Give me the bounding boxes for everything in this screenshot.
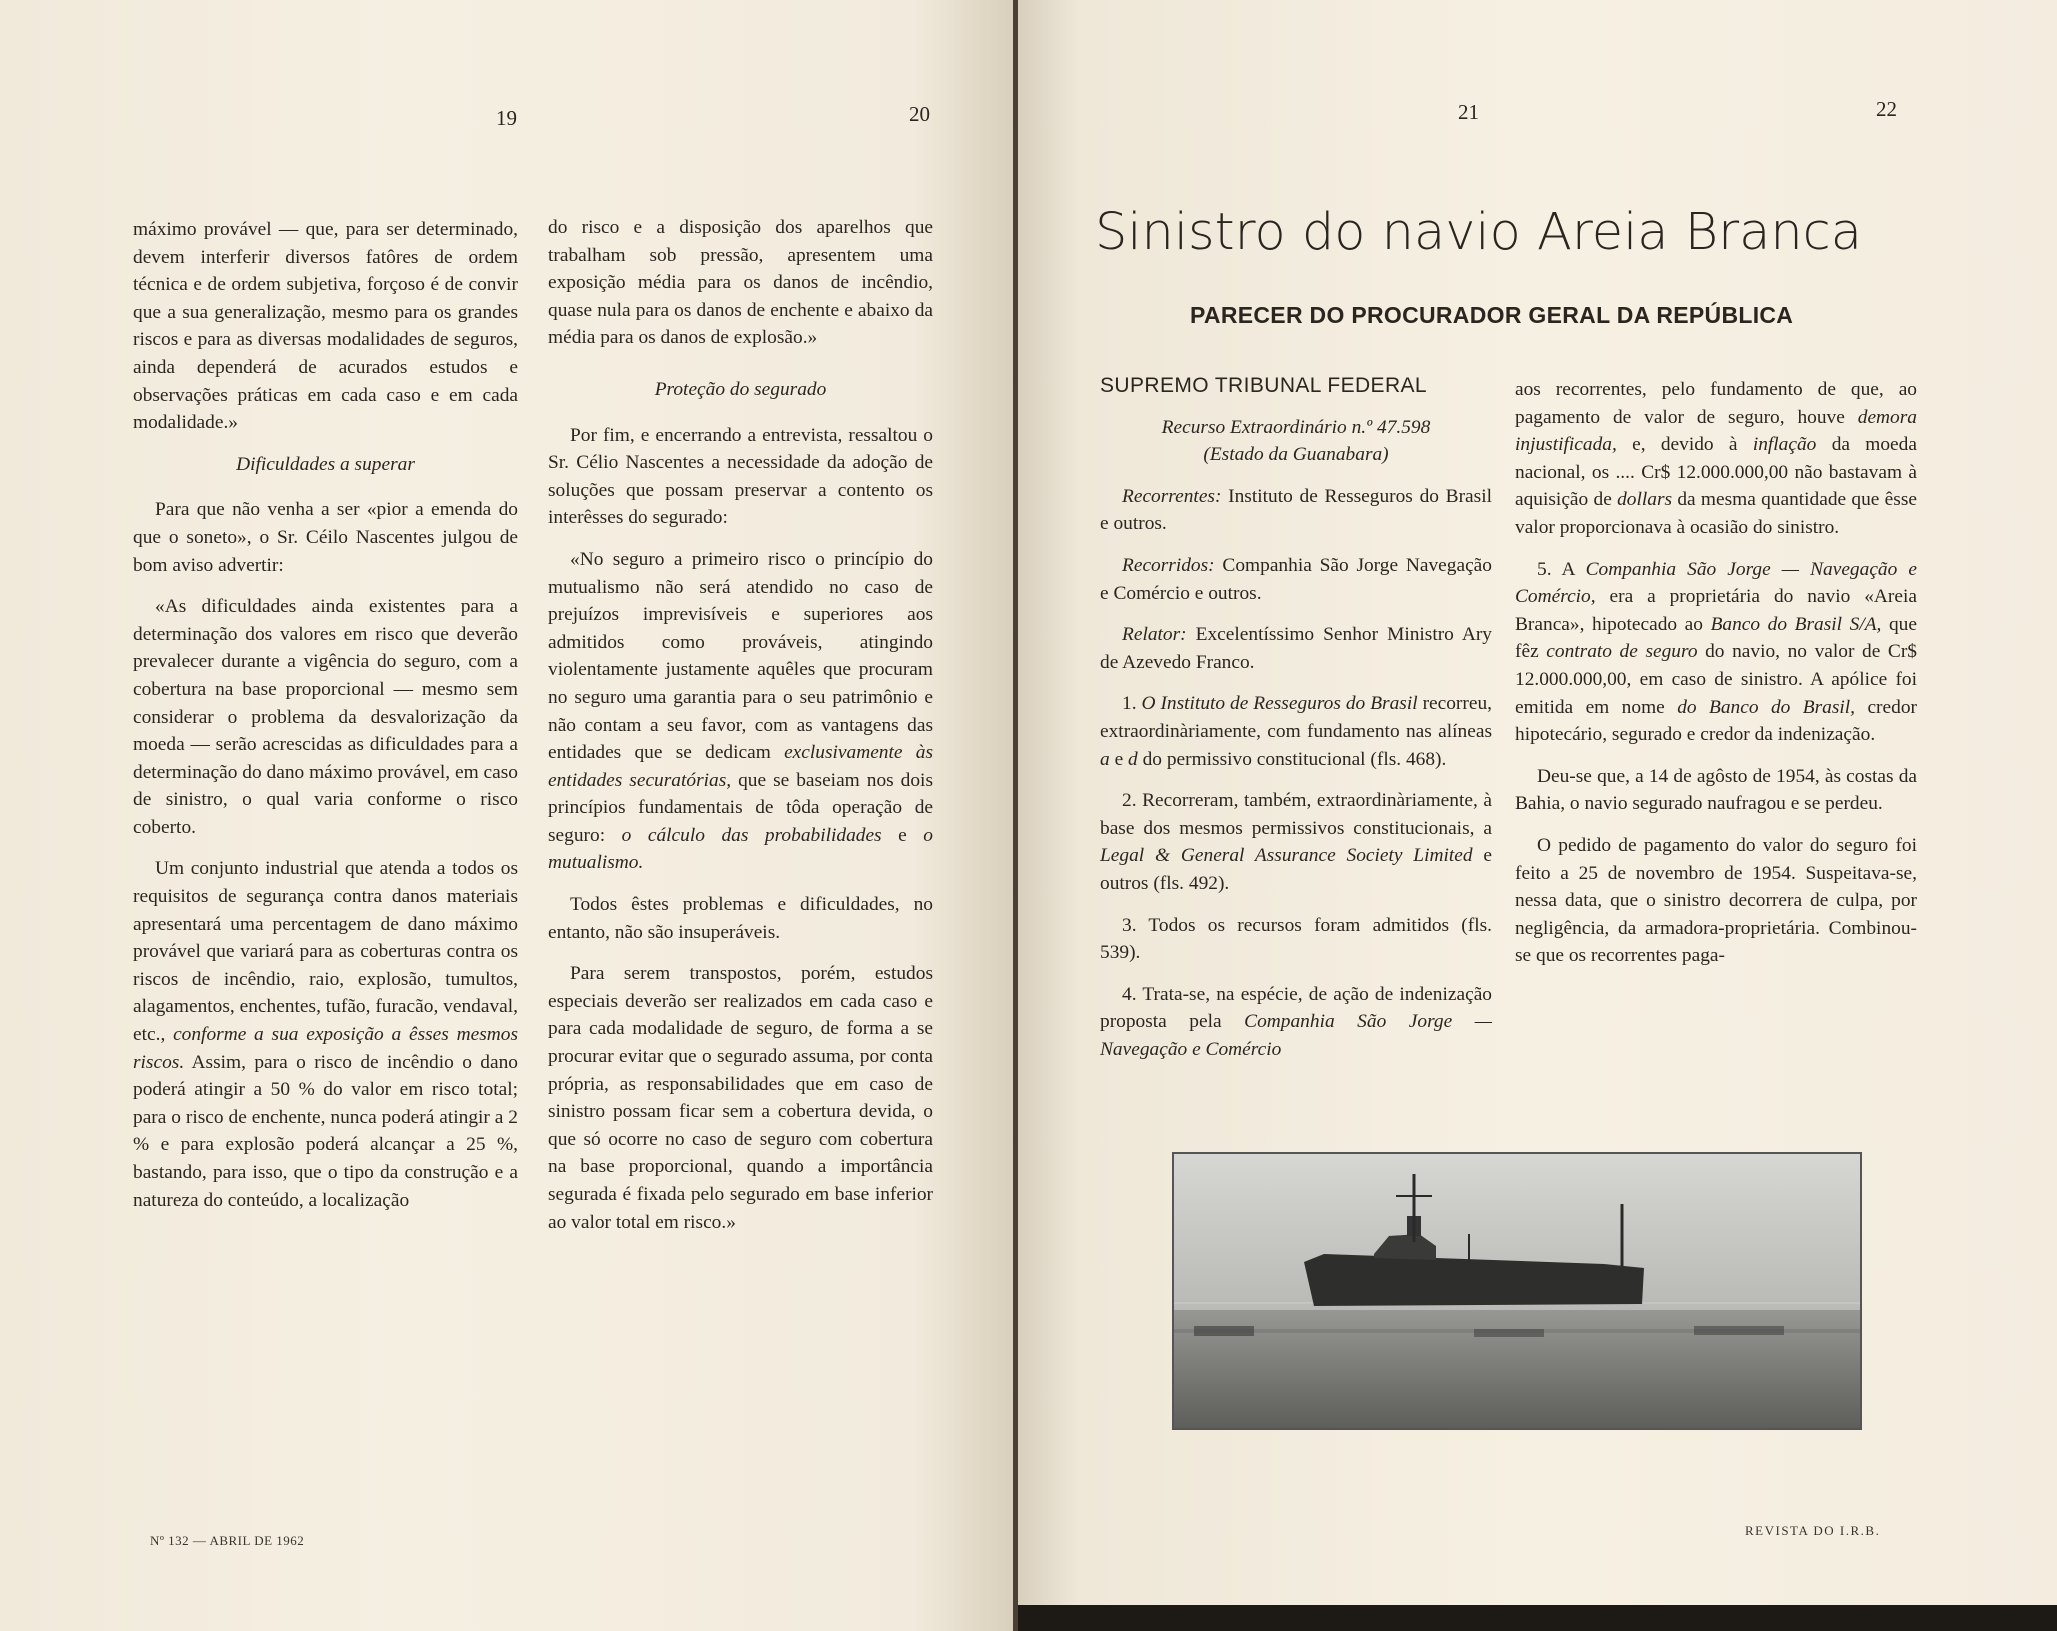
text-column — [1515, 376, 1917, 984]
paragraph: «As dificuldades ainda existentes para a determinação dos valores em risco que deverão prevalecer durante a vigência do seguro, com a cobertura na base proporcional — mesmo sem considerar o problema da desvalorização da moeda — serão acrescidas as dificuldades para a determinação do dano máximo provável, em caso de sinistro, o qual varia conforme o risco coberto. — [133, 596, 518, 838]
page-footer: REVISTA DO I.R.B. — [1745, 1523, 1881, 1538]
paragraph: máximo provável — que, para ser determinado, devem interferir diversos fatôres de ordem técnica e de ordem subjetiva, forçoso é de convir que a sua generalização, mesmo para os grandes riscos e para as diversas modalidades de seguros, ainda dependerá de acurados estudos e observações práticas em cada caso e em cada modalidade.» — [133, 219, 518, 434]
paragraph: 2. Recorreram, também, extraordinàriamente, à base dos mesmos permissivos constitucionais, a Legal & General Assurance Society Limited e outros (fls. 492). — [1100, 790, 1492, 894]
paragraph: Recorridos: Companhia São Jorge Navegação e Comércio e outros. — [1100, 554, 1492, 604]
paragraph: Deu-se que, a 14 de agôsto de 1954, às costas da Bahia, o navio segurado naufragou e se perdeu. — [1515, 765, 1917, 815]
text-column — [1100, 372, 1492, 1077]
page-number: 20 — [909, 102, 930, 126]
section-heading: Proteção do segurado — [654, 378, 827, 400]
text-column — [548, 214, 933, 1250]
case-number: Recurso Extraordinário n.º 47.598 — [1161, 416, 1431, 438]
paragraph: aos recorrentes, pelo fundamento de que, ao pagamento de valor de seguro, houve demora injustificada, e, devido à inflação da moeda nacional, os .... Cr$ 12.000.000,00 não bastavam à aquisição de dollars da mesma quantidade que êsse valor proporcionava à ocasião do sinistro. — [1515, 379, 1917, 538]
paragraph: Recorrentes: Instituto de Resseguros do Brasil e outros. — [1100, 485, 1492, 535]
page-edge — [1018, 1605, 2057, 1631]
article-title: Sinistro do navio Areia Branca — [1095, 203, 1862, 262]
court-name: SUPREMO TRIBUNAL FEDERAL — [1100, 374, 1427, 397]
left-page — [0, 0, 1013, 1631]
paragraph: Relator: Excelentíssimo Senhor Ministro Ary de Azevedo Franco. — [1100, 624, 1492, 673]
article-subtitle: PARECER DO PROCURADOR GERAL DA REPÚBLICA — [1190, 302, 1794, 328]
paragraph: Para serem transpostos, porém, estudos especiais deverão ser realizados em cada caso e para cada modalidade de seguro, de forma a se procurar evitar que o segurado assuma, por conta própria, as responsabilidades que em caso de sinistro possam ficar sem a cobertura devida, o que só ocorre no caso de seguro com cobertura na base proporcional, quando a importância segurada é fixada pelo segurado em base inferior ao valor total em risco.» — [548, 963, 933, 1233]
text-column — [133, 216, 518, 1228]
paragraph: Por fim, e encerrando a entrevista, ressaltou o Sr. Célio Nascentes a necessidade da adoção de soluções que possam preservar a contento os interêsses do segurado: — [548, 424, 933, 529]
paragraph: 4. Trata-se, na espécie, de ação de indenização proposta pela Companhia São Jorge — Navegação e Comércio — [1100, 983, 1493, 1060]
paragraph: O pedido de pagamento do valor do seguro foi feito a 25 de novembro de 1954. Suspeitava-se, nessa data, que o sinistro decorrera de culpa, por negligência, da armadora-proprietária. Combinou-se que os recorrentes paga- — [1515, 834, 1917, 967]
page-footer: Nº 132 — ABRIL DE 1962 — [150, 1533, 305, 1548]
ship-photo — [1172, 1152, 1862, 1430]
paragraph: Para que não venha a ser «pior a emenda do que o soneto», o Sr. Céilo Nascentes julgou de bom aviso advertir: — [133, 499, 518, 576]
paragraph: Um conjunto industrial que atenda a todos os requisitos de segurança contra danos materiais apresentará uma percentagem de dano máximo provável que variará para as coberturas contra os riscos de incêndio, raio, explosão, tumultos, alagamentos, enchentes, tufão, furacão, vendaval, etc., conforme a sua exposição a êsses mesmos riscos. Assim, para o risco de incêndio o dano poderá atingir a 50 % do valor em risco total; para o risco de enchente, nunca poderá atingir a 2 % e para explosão poderá alcançar a 25 %, bastando, para isso, que o tipo da construção e a natureza do conteúdo, a localização — [133, 858, 518, 1211]
page-number: 21 — [1458, 100, 1479, 124]
paragraph: do risco e a disposição dos aparelhos que trabalham sob pressão, apresentem uma exposição média para os danos de incêndio, quase nula para os danos de enchente e abaixo da média para os danos de explosão.» — [548, 217, 933, 349]
page-number: 19 — [496, 106, 517, 130]
paragraph: Todos êstes problemas e dificuldades, no entanto, não são insuperáveis. — [548, 894, 933, 943]
paragraph: 5. A Companhia São Jorge — Navegação e Comércio, era a proprietária do navio «Areia Branca», hipotecado ao Banco do Brasil S/A, que fêz contrato de seguro do navio, no valor de Cr$ 12.000.000,00, em caso de sinistro. A apólice foi emitida em nome do Banco do Brasil, credor hipotecário, segurado e credor da indenização. — [1515, 558, 1917, 746]
section-heading: Dificuldades a superar — [236, 453, 415, 475]
case-state: (Estado da Guanabara) — [1203, 444, 1389, 466]
paragraph: «No seguro a primeiro risco o princípio do mutualismo não será atendido no caso de prejuízos imprevisíveis e superiores aos admitidos como prováveis, atingindo violentamente justamente aquêles que procuram no seguro uma garantia para o seu patrimônio e não contam a seu favor, com as vantagens das entidades que se dedicam exclusivamente às entidades securatórias, que se baseiam nos dois princípios fundamentais de tôda operação de seguro: o cálculo das probabilidades e o mutualismo. — [548, 548, 933, 874]
page-number: 22 — [1876, 97, 1897, 121]
paragraph: 1. O Instituto de Resseguros do Brasil recorreu, extraordinàriamente, com fundamento nas alíneas a e d do permissivo constitucional (fls. 468). — [1100, 693, 1492, 770]
shipwreck-image — [1174, 1154, 1860, 1428]
paragraph: 3. Todos os recursos foram admitidos (fls. 539). — [1100, 914, 1492, 964]
